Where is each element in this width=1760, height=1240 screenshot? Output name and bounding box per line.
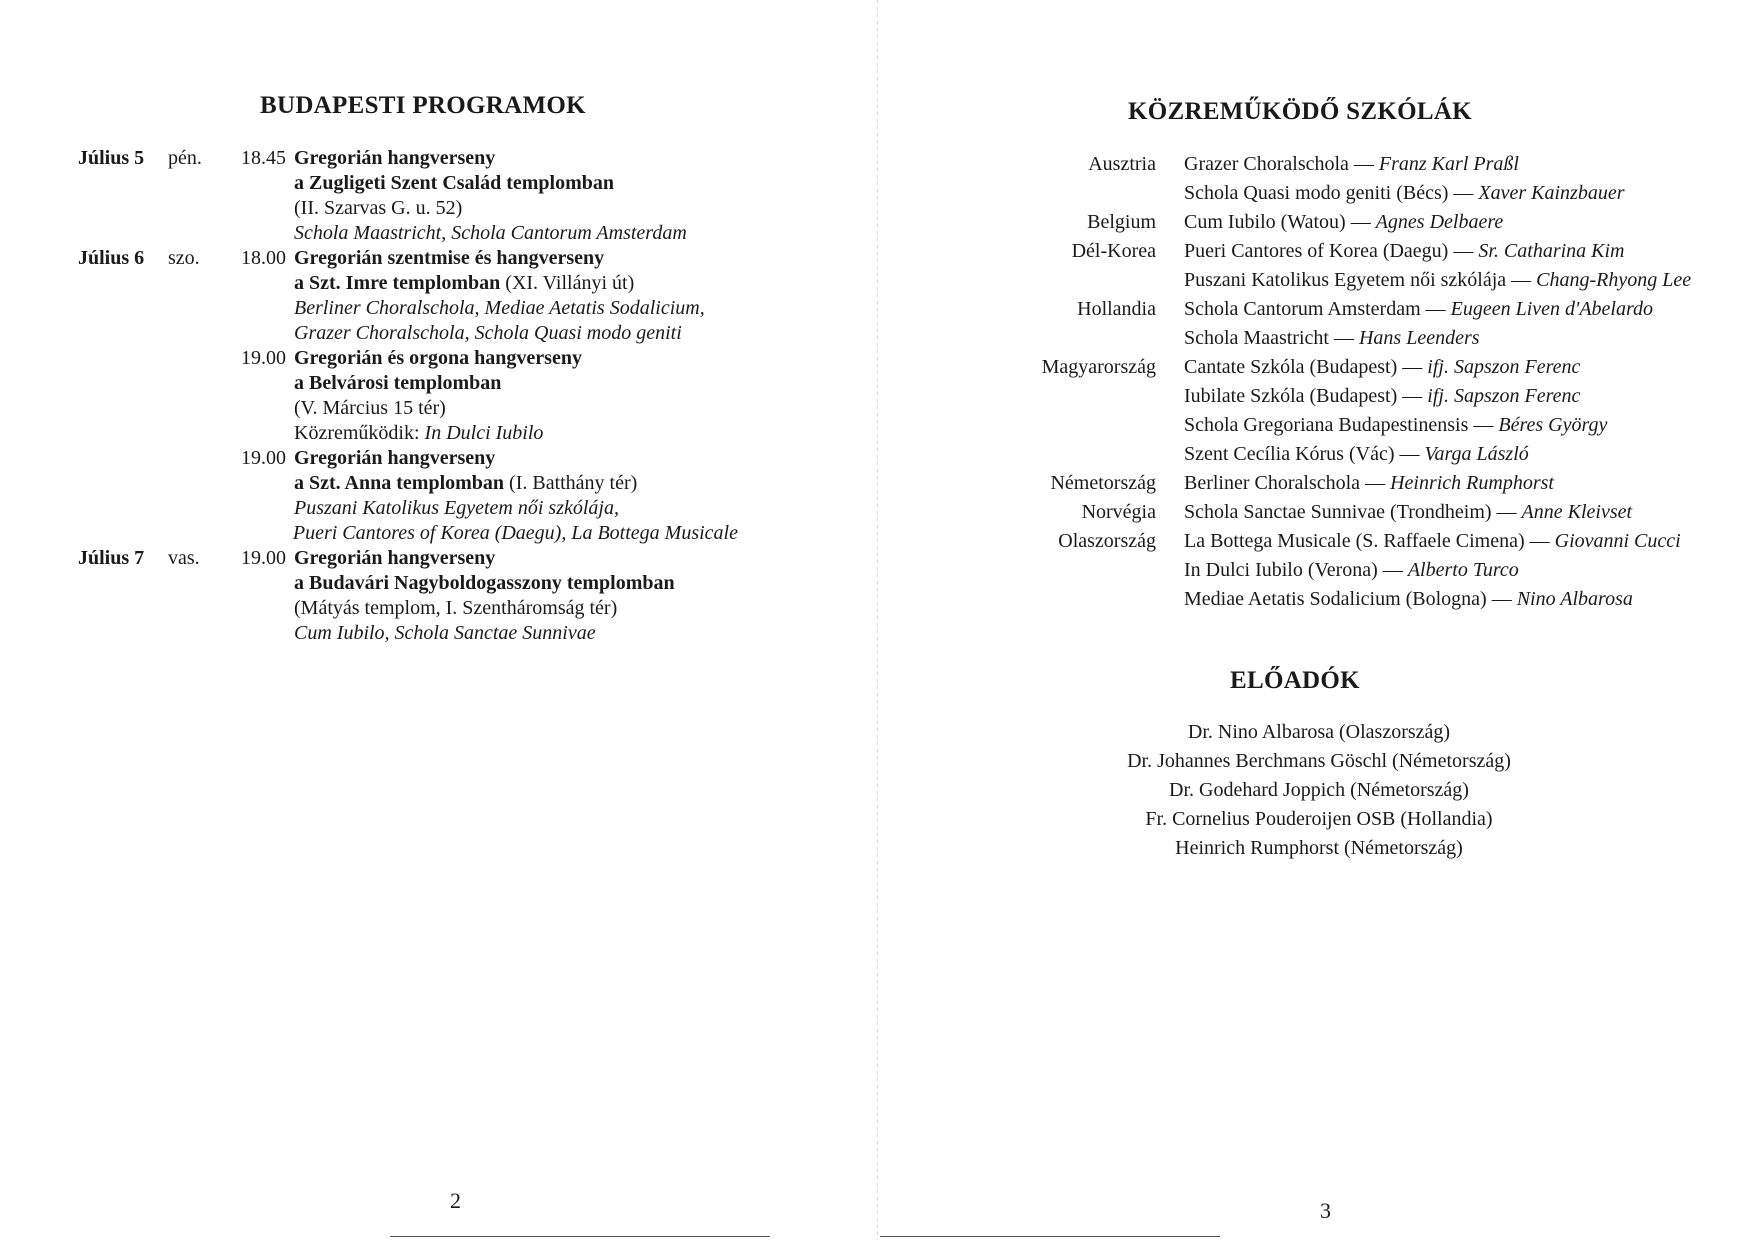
schola-country xyxy=(958,440,1184,469)
schola-name: Cantate Szkóla (Budapest) xyxy=(1184,356,1398,378)
program-row xyxy=(78,146,738,171)
schola-entry xyxy=(1184,498,1632,527)
schola-dash: — xyxy=(1394,443,1425,465)
schola-name: Schola Quasi modo geniti (Bécs) xyxy=(1184,182,1449,204)
lecturer-item: Dr. Johannes Berchmans Göschl (Németország) xyxy=(1127,750,1511,772)
schola-leader: Béres György xyxy=(1498,414,1608,436)
schola-name: Schola Cantorum Amsterdam xyxy=(1184,298,1421,320)
program-time xyxy=(228,296,294,321)
program-text-segment: a Budavári Nagyboldogasszony templomban xyxy=(294,572,675,594)
schola-entry xyxy=(1184,266,1691,295)
program-time: 18.45 xyxy=(241,147,286,169)
schola-country: Németország xyxy=(1050,472,1156,494)
program-row xyxy=(78,421,738,446)
schola-row xyxy=(958,324,1718,353)
schola-row xyxy=(958,150,1718,179)
schola-entry xyxy=(1184,469,1554,498)
schola-country: Magyarország xyxy=(1041,356,1156,378)
schola-name: Szent Cecília Kórus (Vác) xyxy=(1184,443,1395,465)
program-date xyxy=(78,196,168,221)
schola-name: La Bottega Musicale (S. Raffaele Cimena) xyxy=(1184,530,1525,552)
program-day xyxy=(168,271,228,296)
schola-leader: Sr. Catharina Kim xyxy=(1478,240,1625,262)
schola-dash: — xyxy=(1345,211,1376,233)
schola-dash: — xyxy=(1348,153,1379,175)
schola-country: Belgium xyxy=(1087,211,1156,233)
program-row xyxy=(78,496,738,521)
program-text-segment: (Mátyás templom, I. Szentháromság tér) xyxy=(294,597,618,619)
schola-dash: — xyxy=(1448,240,1479,262)
program-row xyxy=(78,271,738,296)
lecturer-item: Dr. Nino Albarosa (Olaszország) xyxy=(1187,721,1451,743)
program-day: vas. xyxy=(168,547,200,569)
program-text-segment: Gregorián hangverseny xyxy=(294,147,496,169)
program-table xyxy=(78,146,738,646)
schola-entry xyxy=(1184,556,1519,585)
program-text-segment: Cum Iubilo, Schola Sanctae Sunnivae xyxy=(294,622,596,644)
schola-entry xyxy=(1184,208,1503,237)
page-number-left: 2 xyxy=(450,1188,461,1213)
program-row xyxy=(78,246,738,271)
schola-name: In Dulci Iubilo (Verona) xyxy=(1184,559,1378,581)
schola-name: Puszani Katolikus Egyetem női szkólája xyxy=(1184,269,1507,291)
schola-leader: Chang-Rhyong Lee xyxy=(1536,269,1692,291)
program-text xyxy=(294,496,738,521)
schola-name: Cum Iubilo (Watou) xyxy=(1184,211,1346,233)
schola-dash: — xyxy=(1506,269,1537,291)
program-text-segment: In Dulci Iubilo xyxy=(424,422,544,444)
program-day xyxy=(168,521,228,546)
schola-entry xyxy=(1184,237,1625,266)
schola-name: Schola Gregoriana Budapestinensis xyxy=(1184,414,1469,436)
program-row xyxy=(78,371,738,396)
schola-name: Schola Sanctae Sunnivae (Trondheim) xyxy=(1184,501,1492,523)
schola-row xyxy=(958,382,1718,411)
program-date xyxy=(78,521,168,546)
left-page xyxy=(0,0,878,1240)
program-text-segment: Közreműködik: xyxy=(294,422,425,444)
program-date xyxy=(78,221,168,246)
schola-leader: Xaver Kainzbauer xyxy=(1478,182,1625,204)
program-time: 19.00 xyxy=(241,547,286,569)
program-text xyxy=(294,621,738,646)
program-time: 19.00 xyxy=(241,447,286,469)
program-time xyxy=(228,496,294,521)
lecturer-item: Fr. Cornelius Pouderoijen OSB (Hollandia) xyxy=(1145,808,1493,830)
program-row xyxy=(78,346,738,371)
program-time xyxy=(228,596,294,621)
bottom-edge-line-left xyxy=(390,1236,770,1237)
program-date xyxy=(78,421,168,446)
program-row xyxy=(78,471,738,496)
schola-row xyxy=(958,237,1718,266)
program-day: szo. xyxy=(168,247,200,269)
program-date xyxy=(78,271,168,296)
schola-entry xyxy=(1184,382,1580,411)
program-time xyxy=(228,171,294,196)
program-text xyxy=(294,321,738,346)
schola-country: Hollandia xyxy=(1077,298,1156,320)
schola-dash: — xyxy=(1397,385,1428,407)
schola-leader: Heinrich Rumphorst xyxy=(1390,472,1554,494)
program-text xyxy=(293,521,738,546)
program-text xyxy=(294,146,738,171)
schola-leader: Agnes Delbaere xyxy=(1375,211,1504,233)
schola-row xyxy=(958,585,1718,614)
program-text-segment: Gregorián hangverseny xyxy=(294,547,496,569)
schola-row xyxy=(958,179,1718,208)
schola-country xyxy=(958,266,1184,295)
program-date xyxy=(78,446,168,471)
program-text xyxy=(294,546,738,571)
program-time xyxy=(228,471,294,496)
schola-entry xyxy=(1184,179,1625,208)
program-text xyxy=(294,346,738,371)
program-day xyxy=(168,396,228,421)
program-date xyxy=(78,321,168,346)
program-text xyxy=(294,471,738,496)
program-text-segment: (XI. Villányi út) xyxy=(500,272,635,294)
program-time xyxy=(228,321,294,346)
page-number-right: 3 xyxy=(1320,1198,1331,1223)
program-row xyxy=(78,521,738,546)
schola-row xyxy=(958,527,1718,556)
schola-dash: — xyxy=(1377,559,1408,581)
program-text xyxy=(294,371,738,396)
schola-name: Pueri Cantores of Korea (Daegu) xyxy=(1184,240,1449,262)
schola-list xyxy=(958,150,1718,614)
program-day xyxy=(168,496,228,521)
program-row xyxy=(78,446,738,471)
program-date: Július 7 xyxy=(78,547,145,569)
program-row xyxy=(78,621,738,646)
schola-leader: Varga László xyxy=(1424,443,1529,465)
program-text xyxy=(294,196,738,221)
program-text xyxy=(294,171,738,196)
right-page xyxy=(878,0,1760,1240)
program-time xyxy=(228,221,294,246)
schola-dash: — xyxy=(1448,182,1479,204)
schola-dash: — xyxy=(1524,530,1555,552)
program-day: pén. xyxy=(168,147,202,169)
lecturer-list xyxy=(878,718,1760,863)
program-text xyxy=(294,421,738,446)
program-time xyxy=(228,396,294,421)
program-text xyxy=(294,221,738,246)
schola-entry xyxy=(1184,585,1633,614)
program-text-segment: Puszani Katolikus Egyetem női szkólája, xyxy=(294,497,619,519)
schola-name: Berliner Choralschola xyxy=(1184,472,1361,494)
program-text xyxy=(294,571,738,596)
program-text-segment: a Zugligeti Szent Család templomban xyxy=(294,172,615,194)
program-text-segment: (V. Március 15 tér) xyxy=(294,397,446,419)
schola-country xyxy=(958,324,1184,353)
program-time: 18.00 xyxy=(241,247,286,269)
program-day xyxy=(168,446,228,471)
program-row xyxy=(78,296,738,321)
schola-leader: ifj. Sapszon Ferenc xyxy=(1427,385,1581,407)
bottom-edge-line-right xyxy=(880,1236,1220,1237)
program-text xyxy=(294,296,738,321)
program-row xyxy=(78,596,738,621)
program-day xyxy=(168,321,228,346)
schola-row xyxy=(958,266,1718,295)
program-text-segment: (II. Szarvas G. u. 52) xyxy=(294,197,463,219)
program-day xyxy=(168,346,228,371)
schola-row xyxy=(958,498,1718,527)
schola-dash: — xyxy=(1420,298,1451,320)
program-day xyxy=(168,296,228,321)
schola-leader: Hans Leenders xyxy=(1358,327,1480,349)
program-day xyxy=(168,471,228,496)
program-day xyxy=(168,371,228,396)
program-day xyxy=(168,171,228,196)
schola-leader: Giovanni Cucci xyxy=(1554,530,1681,552)
schola-entry xyxy=(1184,411,1607,440)
schola-dash: — xyxy=(1328,327,1359,349)
program-date xyxy=(78,496,168,521)
program-date xyxy=(78,471,168,496)
program-row xyxy=(78,221,738,246)
program-text-segment: (I. Batthány tér) xyxy=(504,472,638,494)
schola-row xyxy=(958,411,1718,440)
program-date xyxy=(78,396,168,421)
program-date xyxy=(78,346,168,371)
program-time xyxy=(228,371,294,396)
program-time xyxy=(228,421,294,446)
schola-name: Iubilate Szkóla (Budapest) xyxy=(1184,385,1398,407)
schola-entry xyxy=(1184,295,1653,324)
lecturer-item: Dr. Godehard Joppich (Németország) xyxy=(1169,779,1469,801)
program-text xyxy=(294,396,738,421)
schola-name: Grazer Choralschola xyxy=(1184,153,1349,175)
program-row xyxy=(78,196,738,221)
schola-name: Schola Maastricht xyxy=(1184,327,1329,349)
program-text-segment: Pueri Cantores of Korea (Daegu), La Bottega Musicale xyxy=(292,522,738,544)
program-day xyxy=(168,421,228,446)
program-date xyxy=(78,371,168,396)
schola-country: Dél-Korea xyxy=(1071,240,1156,262)
program-text-segment: Gregorián hangverseny xyxy=(294,447,496,469)
program-text-segment: Grazer Choralschola, Schola Quasi modo geniti xyxy=(294,322,682,344)
program-day xyxy=(168,221,228,246)
program-text-segment: a Szt. Imre templomban xyxy=(294,272,501,294)
schola-row xyxy=(958,440,1718,469)
lecturer-item: Heinrich Rumphorst (Németország) xyxy=(1175,837,1463,859)
program-date: Július 6 xyxy=(78,247,145,269)
program-day xyxy=(168,196,228,221)
program-text-segment: Gregorián szentmise és hangverseny xyxy=(294,247,605,269)
program-text xyxy=(294,271,738,296)
program-time xyxy=(228,621,294,646)
schola-row xyxy=(958,295,1718,324)
schola-entry xyxy=(1184,324,1480,353)
program-text xyxy=(294,246,738,271)
schola-leader: Alberto Turco xyxy=(1407,559,1519,581)
program-day xyxy=(168,571,228,596)
schola-country xyxy=(958,411,1184,440)
schola-entry xyxy=(1184,440,1529,469)
program-date xyxy=(78,171,168,196)
program-time xyxy=(228,571,294,596)
schola-leader: Nino Albarosa xyxy=(1516,588,1633,610)
schola-country xyxy=(958,585,1184,614)
program-date: Július 5 xyxy=(78,147,145,169)
program-time xyxy=(227,521,293,546)
program-row xyxy=(78,546,738,571)
schola-country xyxy=(958,382,1184,411)
program-time xyxy=(228,271,294,296)
schola-row xyxy=(958,208,1718,237)
lecturers-title: ELŐADÓK xyxy=(1230,667,1360,694)
schola-row xyxy=(958,556,1718,585)
schola-entry xyxy=(1184,527,1681,556)
schola-country xyxy=(958,179,1184,208)
program-text-segment: a Belvárosi templomban xyxy=(294,372,502,394)
schola-leader: Anne Kleivset xyxy=(1521,501,1633,523)
schola-country: Olaszország xyxy=(1058,530,1156,552)
schola-dash: — xyxy=(1486,588,1517,610)
schola-leader: ifj. Sapszon Ferenc xyxy=(1427,356,1581,378)
schola-country: Norvégia xyxy=(1081,501,1156,523)
program-day xyxy=(168,621,228,646)
schola-country: Ausztria xyxy=(1088,153,1156,175)
program-date xyxy=(78,571,168,596)
schola-row xyxy=(958,353,1718,382)
program-time: 19.00 xyxy=(241,347,286,369)
page-title-budapest-programs: BUDAPESTI PROGRAMOK xyxy=(260,92,586,119)
schola-leader: Franz Karl Praßl xyxy=(1378,153,1519,175)
program-text-segment: Schola Maastricht, Schola Cantorum Amsterdam xyxy=(294,222,687,244)
schola-country xyxy=(958,556,1184,585)
program-text-segment: Berliner Choralschola, Mediae Aetatis Sodalicium, xyxy=(294,297,705,319)
program-text-segment: Gregorián és orgona hangverseny xyxy=(294,347,582,369)
program-row xyxy=(78,396,738,421)
schola-entry xyxy=(1184,150,1519,179)
schola-name: Mediae Aetatis Sodalicium (Bologna) xyxy=(1184,588,1487,610)
program-text xyxy=(294,596,738,621)
schola-leader: Eugeen Liven d'Abelardo xyxy=(1450,298,1654,320)
program-text xyxy=(294,446,738,471)
schola-row xyxy=(958,469,1718,498)
program-date xyxy=(78,296,168,321)
schola-dash: — xyxy=(1397,356,1428,378)
schola-dash: — xyxy=(1491,501,1522,523)
program-row xyxy=(78,321,738,346)
program-time xyxy=(228,196,294,221)
program-row xyxy=(78,171,738,196)
program-row xyxy=(78,571,738,596)
schola-entry xyxy=(1184,353,1580,382)
program-day xyxy=(168,596,228,621)
page-title-participating-scholas: KÖZREMŰKÖDŐ SZKÓLÁK xyxy=(1128,98,1472,125)
program-date xyxy=(78,621,168,646)
program-text-segment: a Szt. Anna templomban xyxy=(294,472,505,494)
schola-dash: — xyxy=(1468,414,1499,436)
program-date xyxy=(78,596,168,621)
schola-dash: — xyxy=(1360,472,1391,494)
